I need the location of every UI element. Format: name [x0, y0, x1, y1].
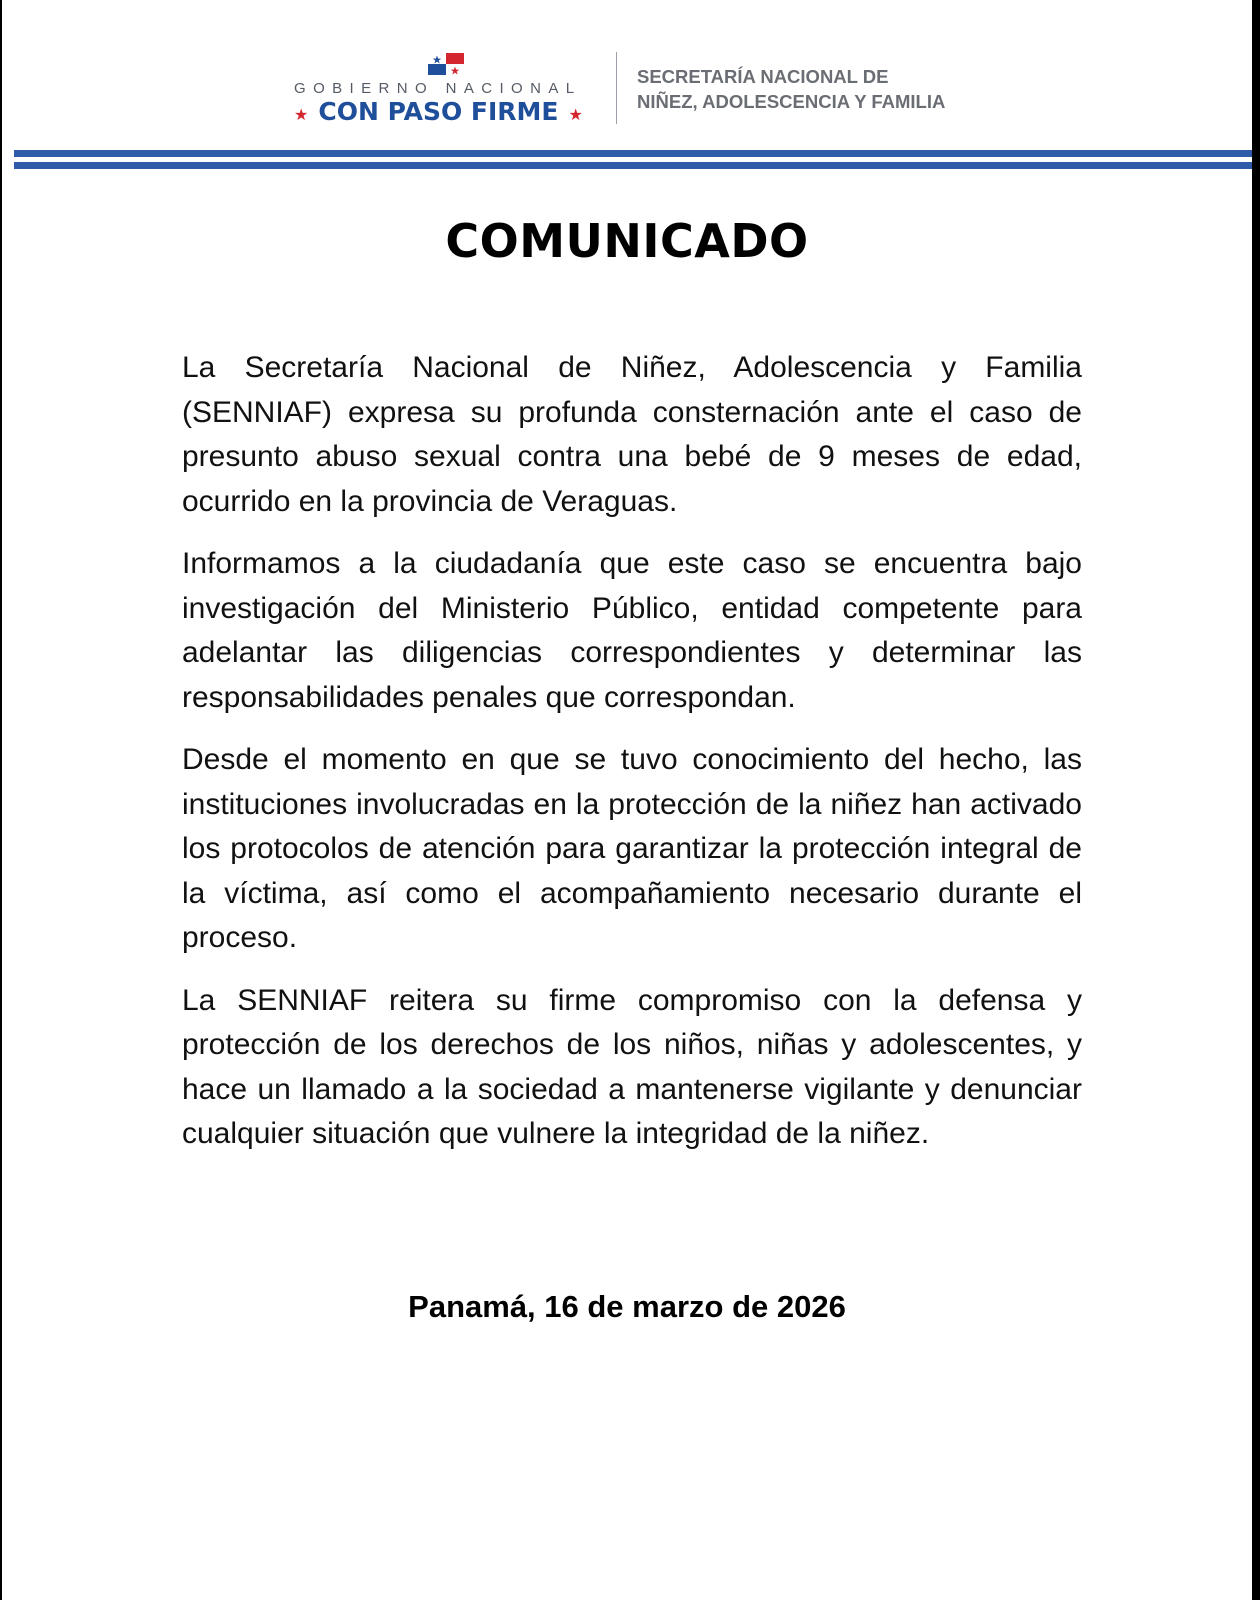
document-body: [182, 346, 1082, 1175]
document-title: COMUNICADO: [445, 214, 809, 268]
panama-flag-icon: [428, 53, 464, 75]
letterhead: [2, 48, 1252, 138]
header-rule-bottom: [14, 162, 1252, 169]
date-line: Panamá, 16 de marzo de 2026: [408, 1289, 846, 1324]
header-rule: [14, 150, 1252, 169]
paragraph: Desde el momento en que se tuvo conocimiento del hecho, las instituciones involucradas en la protección de la niñez han activado los protocolos de atención para garantizar la protección integral de la víctima, así como el acompañamiento necesario durante el proceso.: [182, 743, 1082, 954]
paragraph: La SENNIAF reitera su firme compromiso con la defensa y protección de los derechos de los niños, niñas y adolescentes, y hace un llamado a la sociedad a mantenerse vigilante y denunciar cualquier situación que vulnere la integridad de la niñez.: [182, 983, 1082, 1150]
header-rule-top: [14, 150, 1252, 157]
star-icon: ★: [568, 105, 583, 124]
star-icon: ★: [294, 105, 309, 124]
paragraph: La Secretaría Nacional de Niñez, Adolescencia y Familia (SENNIAF) expresa su profunda consternación ante el caso de presunto abuso sexual contra una bebé de 9 meses de edad, ocurrido en la provincia de Veraguas.: [182, 351, 1082, 518]
gobierno-nacional-text: GOBIERNO NACIONAL: [294, 80, 582, 97]
gobierno-nacional-logo: [294, 48, 594, 138]
paragraph: Informamos a la ciudadanía que este caso se encuentra bajo investigación del Ministerio Público, entidad competente para adelantar las diligencias correspondientes y determinar las responsabilidades penales que correspondan.: [182, 547, 1082, 714]
secretaria-name: [637, 64, 945, 114]
secretaria-line-2: NIÑEZ, ADOLESCENCIA Y FAMILIA: [637, 91, 946, 112]
slogan-label: CON PASO FIRME: [318, 97, 559, 126]
con-paso-firme-text: [294, 97, 594, 126]
header-divider: [616, 52, 617, 124]
document-page: [2, 0, 1252, 1600]
secretaria-line-1: SECRETARÍA NACIONAL DE: [637, 66, 889, 87]
